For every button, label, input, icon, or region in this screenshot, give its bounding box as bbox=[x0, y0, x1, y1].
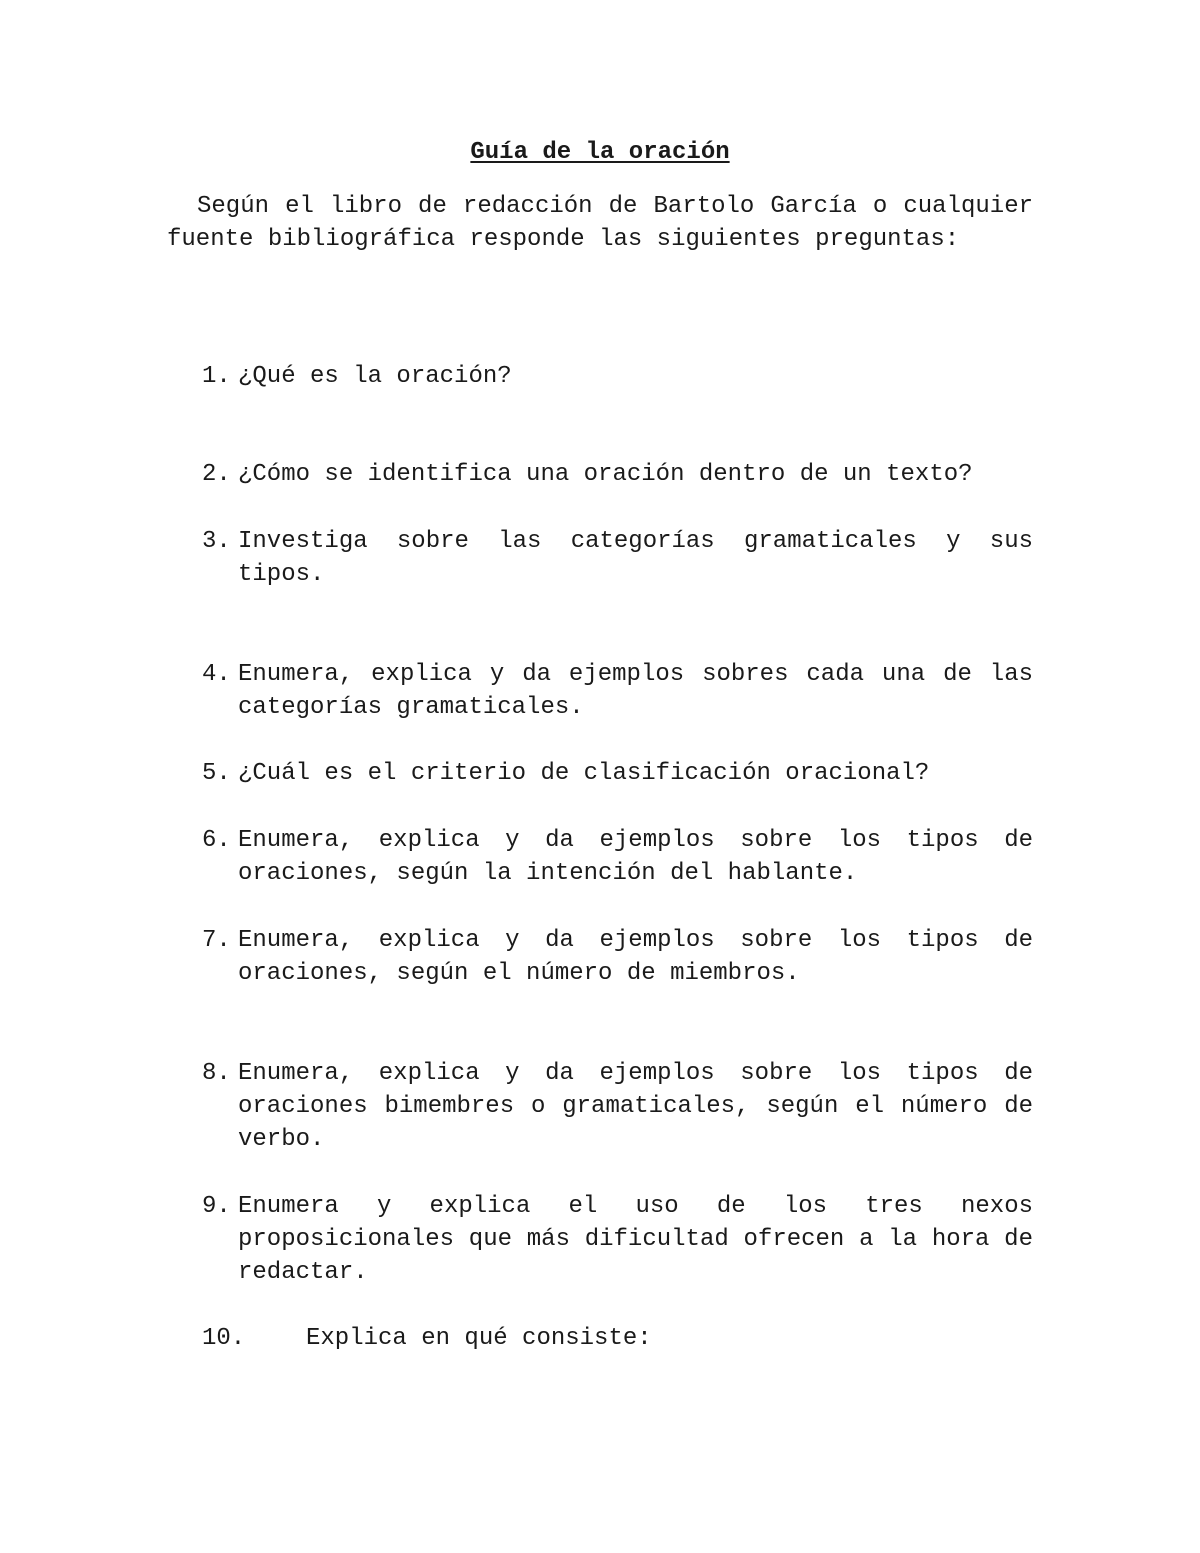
question-text: ¿Cuál es el criterio de clasificación oracional? bbox=[238, 760, 930, 787]
question-text: Investiga sobre las categorías gramaticales y sus tipos. bbox=[238, 528, 1033, 588]
question-text: Explica en qué consiste: bbox=[306, 1325, 652, 1352]
question-item bbox=[202, 1322, 1033, 1355]
question-number: 3. bbox=[202, 528, 231, 555]
question-text: Enumera, explica y da ejemplos sobres cada una de las categorías gramaticales. bbox=[238, 661, 1033, 721]
question-text: ¿Qué es la oración? bbox=[238, 363, 512, 390]
question-number: 7. bbox=[202, 927, 231, 954]
question-number: 10. bbox=[202, 1325, 246, 1352]
question-text: Enumera, explica y da ejemplos sobre los tipos de oraciones, según el número de miembros. bbox=[238, 927, 1033, 987]
question-text: Enumera y explica el uso de los tres nexos proposicionales que más dificultad ofrecen a la hora de redactar. bbox=[238, 1193, 1033, 1286]
question-item bbox=[202, 658, 1033, 724]
question-item bbox=[202, 1057, 1033, 1156]
question-item bbox=[202, 1190, 1033, 1289]
question-text: Enumera, explica y da ejemplos sobre los tipos de oraciones, según la intención del hablante. bbox=[238, 827, 1033, 887]
question-item bbox=[202, 924, 1033, 990]
question-number: 1. bbox=[202, 363, 231, 390]
question-item bbox=[202, 824, 1033, 890]
question-number: 6. bbox=[202, 827, 231, 854]
question-text: Enumera, explica y da ejemplos sobre los tipos de oraciones bimembres o gramaticales, según el número de verbo. bbox=[238, 1060, 1033, 1153]
question-item bbox=[202, 360, 1033, 393]
question-item bbox=[202, 458, 1033, 491]
question-item bbox=[202, 525, 1033, 591]
question-number: 2. bbox=[202, 461, 231, 488]
question-text: ¿Cómo se identifica una oración dentro de un texto? bbox=[238, 461, 973, 488]
question-number: 4. bbox=[202, 661, 231, 688]
question-number: 9. bbox=[202, 1193, 231, 1220]
question-number: 5. bbox=[202, 760, 231, 787]
page-title: Guía de la oración bbox=[470, 139, 730, 166]
intro-paragraph: Según el libro de redacción de Bartolo García o cualquier fuente bibliográfica responde las siguientes preguntas: bbox=[167, 193, 1033, 253]
question-item bbox=[202, 757, 1033, 790]
question-number: 8. bbox=[202, 1060, 231, 1087]
